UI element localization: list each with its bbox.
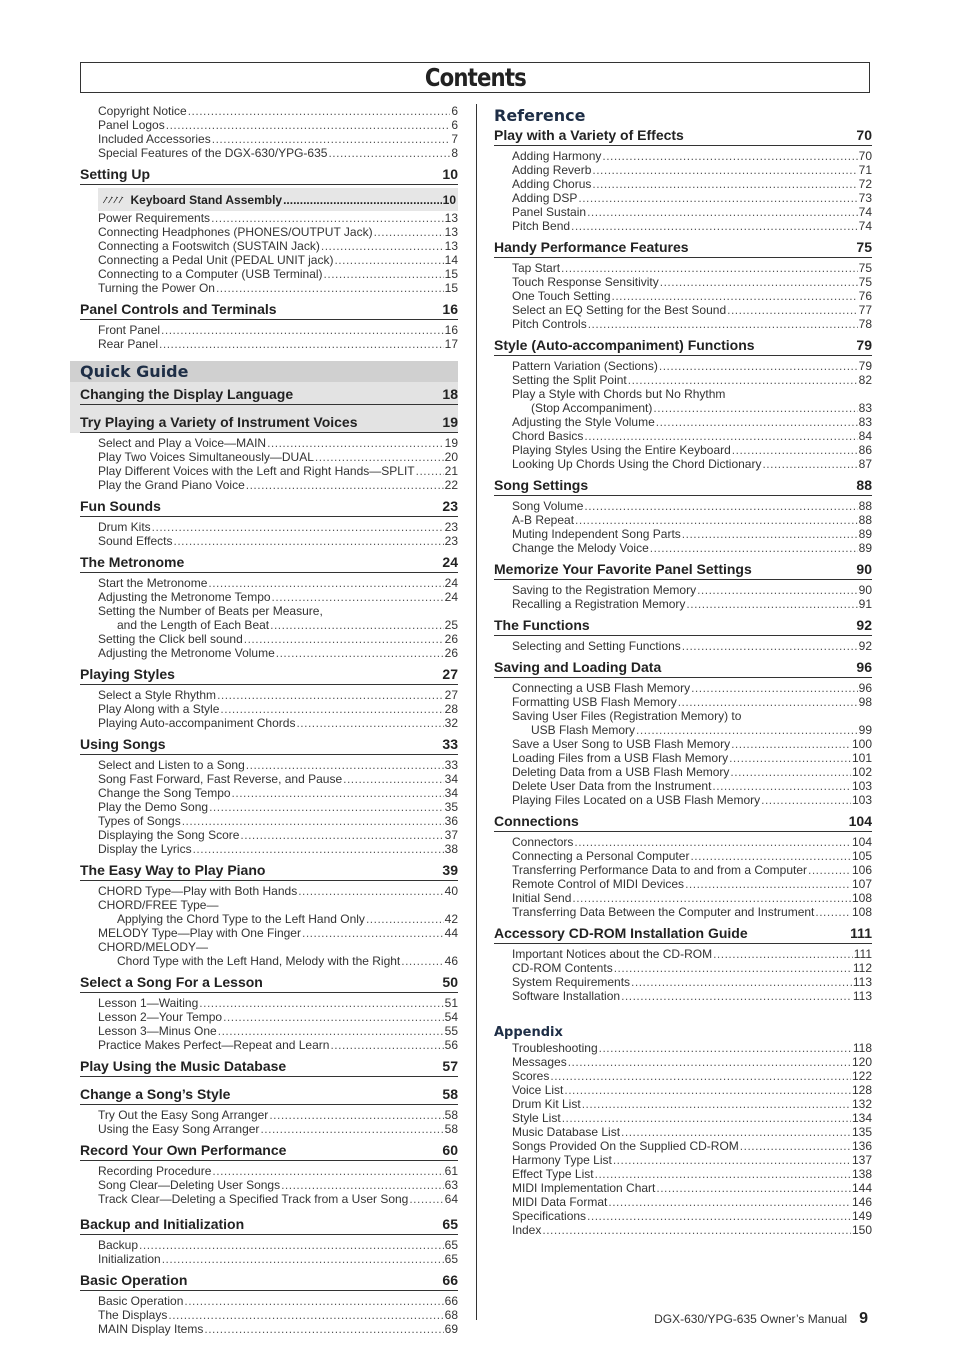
toc-entry[interactable]: The Displays ..... 68 bbox=[80, 1308, 458, 1322]
toc-entry[interactable]: MIDI Data Format ..... 146 bbox=[494, 1195, 872, 1209]
toc-entry[interactable]: Connecting a Pedal Unit (PEDAL UNIT jack) ..... 14 bbox=[80, 253, 458, 267]
reference-heading: Reference bbox=[494, 106, 586, 125]
section-heading[interactable]: Record Your Own Performance 60 bbox=[80, 1142, 458, 1161]
section-heading[interactable]: Backup and Initialization 65 bbox=[80, 1216, 458, 1235]
toc-entry[interactable]: Basic Operation ..... 66 bbox=[80, 1294, 458, 1308]
toc-entry[interactable]: Try Out the Easy Song Arranger ..... 58 bbox=[80, 1108, 458, 1122]
toc-entry-line[interactable]: CHORD/MELODY— bbox=[98, 940, 209, 954]
toc-entry[interactable]: Voice List ..... 128 bbox=[494, 1083, 872, 1097]
toc-entry[interactable]: CD-ROM Contents ..... 112 bbox=[494, 961, 872, 975]
toc-entry[interactable]: Connecting a Personal Computer ..... 105 bbox=[494, 849, 872, 863]
toc-entry[interactable]: Applying the Chord Type to the Left Hand Only ..... 42 bbox=[80, 912, 458, 926]
toc-entry[interactable]: Transferring Data Between the Computer and Instrument ..... 108 bbox=[494, 905, 872, 919]
toc-entry[interactable]: MELODY Type—Play with One Finger ..... 44 bbox=[80, 926, 458, 940]
toc-entry[interactable]: Select and Play a Voice—MAIN ..... 19 bbox=[80, 436, 458, 450]
section-heading[interactable]: Panel Controls and Terminals 16 bbox=[80, 301, 458, 320]
toc-entry[interactable]: Play Different Voices with the Left and Right Hands—SPLIT ..... 21 bbox=[80, 464, 458, 478]
section-heading[interactable]: Fun Sounds 23 bbox=[80, 498, 458, 517]
toc-entry[interactable]: Songs Provided On the Supplied CD-ROM ..... 136 bbox=[494, 1139, 872, 1153]
toc-entry-line[interactable]: Play a Style with Chords but No Rhythm bbox=[512, 387, 726, 401]
section-heading[interactable]: The Metronome 24 bbox=[80, 554, 458, 573]
toc-entry[interactable]: Playing Auto-accompaniment Chords ..... 32 bbox=[80, 716, 458, 730]
section-heading[interactable]: Change a Song’s Style 58 bbox=[80, 1086, 458, 1105]
toc-entry[interactable]: Connectors ..... 104 bbox=[494, 835, 872, 849]
toc-entry[interactable]: Music Database List ..... 135 bbox=[494, 1125, 872, 1139]
section-heading[interactable]: Style (Auto-accompaniment) Functions 79 bbox=[494, 337, 872, 356]
toc-entry[interactable]: Deleting Data from a USB Flash Memory ..... 102 bbox=[494, 765, 872, 779]
toc-entry[interactable]: One Touch Setting ..... 76 bbox=[494, 289, 872, 303]
toc-entry[interactable]: Select a Style Rhythm ..... 27 bbox=[80, 688, 458, 702]
toc-entry[interactable]: Rear Panel ..... 17 bbox=[80, 337, 458, 351]
section-heading[interactable]: Playing Styles 27 bbox=[80, 666, 458, 685]
toc-entry[interactable]: Pitch Controls ..... 78 bbox=[494, 317, 872, 331]
toc-entry[interactable]: Drum Kit List ..... 132 bbox=[494, 1097, 872, 1111]
toc-entry[interactable]: Setting the Click bell sound ..... 26 bbox=[80, 632, 458, 646]
section-heading[interactable]: Play with a Variety of Effects 70 bbox=[494, 127, 872, 146]
toc-entry[interactable]: Sound Effects ..... 23 bbox=[80, 534, 458, 548]
toc-entry[interactable]: Setting the Split Point ..... 82 bbox=[494, 373, 872, 387]
toc-entry[interactable]: Tap Start ..... 75 bbox=[494, 261, 872, 275]
toc-entry[interactable]: Display the Lyrics ..... 38 bbox=[80, 842, 458, 856]
toc-entry[interactable]: Adding Harmony ..... 70 bbox=[494, 149, 872, 163]
toc-entry[interactable]: Change the Melody Voice ..... 89 bbox=[494, 541, 872, 555]
toc-entry[interactable]: Initial Send ..... 108 bbox=[494, 891, 872, 905]
toc-entry[interactable]: Important Notices about the CD-ROM ..... 111 bbox=[494, 947, 872, 961]
toc-entry[interactable]: MAIN Display Items ..... 69 bbox=[80, 1322, 458, 1336]
toc-entry[interactable]: Change the Song Tempo ..... 34 bbox=[80, 786, 458, 800]
intro-list bbox=[80, 104, 458, 160]
toc-entry[interactable]: Software Installation ..... 113 bbox=[494, 989, 872, 1003]
section-heading[interactable]: The Easy Way to Play Piano 39 bbox=[80, 862, 458, 881]
toc-entry[interactable]: Play the Demo Song ..... 35 bbox=[80, 800, 458, 814]
toc-entry[interactable]: CHORD Type—Play with Both Hands ..... 40 bbox=[80, 884, 458, 898]
toc-entry[interactable]: Adjusting the Style Volume ..... 83 bbox=[494, 415, 872, 429]
toc-entry[interactable]: Style List ..... 134 bbox=[494, 1111, 872, 1125]
toc-entry[interactable]: System Requirements ..... 113 bbox=[494, 975, 872, 989]
toc-entry[interactable]: Chord Basics ..... 84 bbox=[494, 429, 872, 443]
toc-entry[interactable]: Start the Metronome ..... 24 bbox=[80, 576, 458, 590]
keyboard-stand-entry[interactable]: Keyboard Stand Assembly ..... 10 bbox=[98, 188, 458, 211]
toc-entry-line[interactable]: Setting the Number of Beats per Measure, bbox=[98, 604, 323, 618]
toc-entry[interactable]: Connecting Headphones (PHONES/OUTPUT Jack) ..... 13 bbox=[80, 225, 458, 239]
toc-entry[interactable]: Connecting a USB Flash Memory ..... 96 bbox=[494, 681, 872, 695]
section-heading[interactable]: Song Settings 88 bbox=[494, 477, 872, 496]
toc-entry[interactable]: Track Clear—Deleting a Specified Track from a User Song ..... 64 bbox=[80, 1192, 458, 1206]
toc-entry[interactable]: Drum Kits ..... 23 bbox=[80, 520, 458, 534]
toc-entry[interactable]: Types of Songs ..... 36 bbox=[80, 814, 458, 828]
section-heading[interactable]: Accessory CD-ROM Installation Guide 111 bbox=[494, 925, 872, 944]
toc-entry-line[interactable]: CHORD/FREE Type— bbox=[98, 898, 219, 912]
toc-entry[interactable]: Pattern Variation (Sections) ..... 79 bbox=[494, 359, 872, 373]
toc-entry[interactable]: Special Features of the DGX-630/YPG-635 ..... 8 bbox=[80, 146, 458, 160]
section-heading[interactable]: Connections 104 bbox=[494, 813, 872, 832]
toc-entry[interactable]: Connecting to a Computer (USB Terminal) ..... 15 bbox=[80, 267, 458, 281]
toc-entry[interactable]: Specifications ..... 149 bbox=[494, 1209, 872, 1223]
toc-entry[interactable]: Displaying the Song Score ..... 37 bbox=[80, 828, 458, 842]
toc-entry[interactable]: A-B Repeat ..... 88 bbox=[494, 513, 872, 527]
toc-entry[interactable]: Turning the Power On ..... 15 bbox=[80, 281, 458, 295]
toc-entry[interactable]: (Stop Accompaniment) ..... 83 bbox=[494, 401, 872, 415]
toc-entry[interactable]: Backup ..... 65 bbox=[80, 1238, 458, 1252]
toc-entry[interactable]: Included Accessories ..... 7 bbox=[80, 132, 458, 146]
toc-entry[interactable]: Selecting and Setting Functions ..... 92 bbox=[494, 639, 872, 653]
section-heading[interactable]: Setting Up 10 bbox=[80, 166, 458, 185]
toc-entry[interactable]: Formatting USB Flash Memory ..... 98 bbox=[494, 695, 872, 709]
right-column bbox=[494, 104, 872, 1237]
toc-entry[interactable]: Saving to the Registration Memory ..... 90 bbox=[494, 583, 872, 597]
toc-entry[interactable]: Play Two Voices Simultaneously—DUAL ..... 20 bbox=[80, 450, 458, 464]
section-heading[interactable]: Play Using the Music Database 57 bbox=[80, 1058, 458, 1077]
section-heading[interactable]: Changing the Display Language 18 bbox=[80, 386, 458, 405]
toc-entry[interactable]: Select an EQ Setting for the Best Sound ..... 77 bbox=[494, 303, 872, 317]
toc-entry-line[interactable]: Saving User Files (Registration Memory) to bbox=[512, 709, 742, 723]
toc-entry[interactable]: Song Volume ..... 88 bbox=[494, 499, 872, 513]
toc-entry[interactable]: Lesson 2—Your Tempo ..... 54 bbox=[80, 1010, 458, 1024]
toc-entry[interactable]: Troubleshooting ..... 118 bbox=[494, 1041, 872, 1055]
toc-entry[interactable]: Song Fast Forward, Fast Reverse, and Pause ..... 34 bbox=[80, 772, 458, 786]
toc-entry[interactable]: Adjusting the Metronome Tempo ..... 24 bbox=[80, 590, 458, 604]
tools-icon bbox=[102, 191, 124, 209]
section-heading[interactable]: Using Songs 33 bbox=[80, 736, 458, 755]
toc-entry[interactable]: Play the Grand Piano Voice ..... 22 bbox=[80, 478, 458, 492]
toc-entry[interactable]: Recording Procedure ..... 61 bbox=[80, 1164, 458, 1178]
quick-guide-heading: Quick Guide bbox=[70, 361, 458, 382]
toc-entry[interactable]: Looking Up Chords Using the Chord Dictionary ..... 87 bbox=[494, 457, 872, 471]
toc-entry[interactable]: Panel Sustain ..... 74 bbox=[494, 205, 872, 219]
appendix-heading: Appendix bbox=[494, 1025, 563, 1040]
section-heading[interactable]: Memorize Your Favorite Panel Settings 90 bbox=[494, 561, 872, 580]
toc-entry[interactable]: Muting Independent Song Parts ..... 89 bbox=[494, 527, 872, 541]
page-title: Contents bbox=[424, 63, 526, 92]
toc-entry[interactable]: Adding Reverb ..... 71 bbox=[494, 163, 872, 177]
toc-entry[interactable]: Playing Files Located on a USB Flash Memory ..... 103 bbox=[494, 793, 872, 807]
toc-entry[interactable]: Copyright Notice ..... 6 bbox=[80, 104, 458, 118]
toc-entry[interactable]: Remote Control of MIDI Devices ..... 107 bbox=[494, 877, 872, 891]
toc-entry[interactable]: Transferring Performance Data to and from a Computer ..... 106 bbox=[494, 863, 872, 877]
toc-entry[interactable]: Playing Styles Using the Entire Keyboard ..... 86 bbox=[494, 443, 872, 457]
manual-name: DGX-630/YPG-635 Owner’s Manual bbox=[654, 1312, 848, 1326]
toc-entry[interactable]: MIDI Implementation Chart ..... 144 bbox=[494, 1181, 872, 1195]
toc-entry[interactable]: Chord Type with the Left Hand, Melody with the Right ..... 46 bbox=[80, 954, 458, 968]
toc-entry[interactable]: Lesson 1—Waiting ..... 51 bbox=[80, 996, 458, 1010]
section-heading[interactable]: Handy Performance Features 75 bbox=[494, 239, 872, 258]
toc-entry[interactable]: and the Length of Each Beat ..... 25 bbox=[80, 618, 458, 632]
left-column bbox=[80, 104, 458, 1336]
toc-entry[interactable]: Adding DSP ..... 73 bbox=[494, 191, 872, 205]
toc-entry[interactable]: Power Requirements ..... 13 bbox=[80, 211, 458, 225]
toc-entry[interactable]: Index ..... 150 bbox=[494, 1223, 872, 1237]
toc-entry[interactable]: Adding Chorus ..... 72 bbox=[494, 177, 872, 191]
toc-entry[interactable]: Effect Type List ..... 138 bbox=[494, 1167, 872, 1181]
toc-entry[interactable]: USB Flash Memory ..... 99 bbox=[494, 723, 872, 737]
toc-entry[interactable]: Delete User Data from the Instrument ..... 103 bbox=[494, 779, 872, 793]
page-number: 9 bbox=[859, 1310, 868, 1327]
toc-entry[interactable]: Lesson 3—Minus One ..... 55 bbox=[80, 1024, 458, 1038]
toc-entry[interactable]: Song Clear—Deleting User Songs ..... 63 bbox=[80, 1178, 458, 1192]
toc-entry[interactable]: Recalling a Registration Memory ..... 91 bbox=[494, 597, 872, 611]
toc-entry[interactable]: Touch Response Sensitivity ..... 75 bbox=[494, 275, 872, 289]
quick-guide-shaded-block bbox=[70, 382, 458, 433]
section-heading[interactable]: Basic Operation 66 bbox=[80, 1272, 458, 1291]
toc-entry[interactable]: Scores ..... 122 bbox=[494, 1069, 872, 1083]
section-heading[interactable]: Saving and Loading Data 96 bbox=[494, 659, 872, 678]
section-heading[interactable]: Select a Song For a Lesson 50 bbox=[80, 974, 458, 993]
section-heading[interactable]: The Functions 92 bbox=[494, 617, 872, 636]
page-footer bbox=[654, 1310, 868, 1328]
toc-entry[interactable]: Front Panel ..... 16 bbox=[80, 323, 458, 337]
contents-title-box bbox=[80, 62, 870, 93]
toc-entry[interactable]: Select and Listen to a Song ..... 33 bbox=[80, 758, 458, 772]
toc-entry[interactable]: Panel Logos ..... 6 bbox=[80, 118, 458, 132]
toc-entry[interactable]: Harmony Type List ..... 137 bbox=[494, 1153, 872, 1167]
toc-entry[interactable]: Practice Makes Perfect—Repeat and Learn ..... 56 bbox=[80, 1038, 458, 1052]
toc-entry[interactable]: Using the Easy Song Arranger ..... 58 bbox=[80, 1122, 458, 1136]
toc-entry[interactable]: Pitch Bend ..... 74 bbox=[494, 219, 872, 233]
toc-entry[interactable]: Initialization ..... 65 bbox=[80, 1252, 458, 1266]
toc-entry[interactable]: Adjusting the Metronome Volume ..... 26 bbox=[80, 646, 458, 660]
toc-entry[interactable]: Play Along with a Style ..... 28 bbox=[80, 702, 458, 716]
toc-entry[interactable]: Save a User Song to USB Flash Memory ..... 100 bbox=[494, 737, 872, 751]
toc-entry[interactable]: Messages ..... 120 bbox=[494, 1055, 872, 1069]
section-heading[interactable]: Try Playing a Variety of Instrument Voices 19 bbox=[80, 414, 458, 433]
toc-entry[interactable]: Connecting a Footswitch (SUSTAIN Jack) ..... 13 bbox=[80, 239, 458, 253]
column-divider bbox=[476, 104, 477, 1320]
toc-entry[interactable]: Loading Files from a USB Flash Memory ..... 101 bbox=[494, 751, 872, 765]
